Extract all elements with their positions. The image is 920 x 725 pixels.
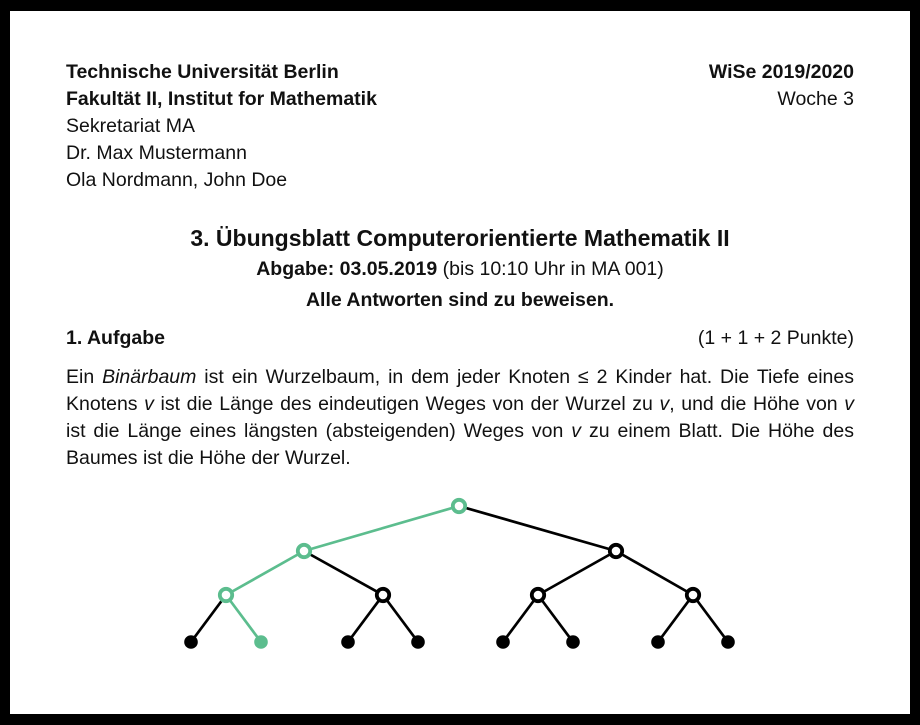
- tree-inner-node: [220, 589, 232, 601]
- text-segment: v: [144, 393, 154, 415]
- document-page: [10, 11, 910, 714]
- due-date-line: [66, 256, 854, 283]
- tree-edge: [191, 595, 226, 642]
- tree-inner-node: [610, 545, 622, 557]
- header-left-block: [66, 59, 377, 194]
- exercise-heading-row: [66, 325, 854, 352]
- tree-leaf-node: [566, 635, 580, 649]
- week-label: Woche 3: [777, 88, 854, 110]
- text-segment: ist die Länge des eindeutigen Weges von der Wurzel zu: [153, 393, 660, 415]
- tree-edge: [538, 551, 616, 595]
- faculty-name: Fakultät II, Institut for Mathematik: [66, 88, 377, 110]
- institution-name: Technische Universität Berlin: [66, 61, 339, 83]
- text-segment: zu einem Blatt. Die Höhe des Baumes ist die Höhe der Wurzel.: [66, 420, 854, 469]
- header-right-block: [709, 59, 854, 194]
- text-segment: ist die Länge eines längsten (absteigenden) Weges von: [66, 420, 572, 442]
- text-segment: v: [571, 420, 582, 442]
- tree-edge: [226, 551, 304, 595]
- tree-edge: [538, 595, 573, 642]
- text-segment: v: [659, 393, 670, 415]
- tree-edge: [348, 595, 383, 642]
- tree-edge: [459, 506, 616, 551]
- tree-edge: [503, 595, 538, 642]
- tree-inner-node: [298, 545, 310, 557]
- tree-inner-node: [532, 589, 544, 601]
- text-segment: ist ein Wurzelbaum, in dem jeder Knoten ≤ 2 Kinder hat. Die Tiefe eines Knotens: [66, 366, 854, 415]
- tree-leaf-node: [184, 635, 198, 649]
- exercise-label: 1. Aufgabe: [66, 327, 165, 349]
- tree-leaf-node: [254, 635, 268, 649]
- secretariat-line: Sekretariat MA: [66, 115, 195, 137]
- exercise-points: (1 + 1 + 2 Punkte): [697, 327, 854, 349]
- tree-inner-node: [377, 589, 389, 601]
- tree-inner-node: [687, 589, 699, 601]
- tree-leaf-node: [496, 635, 510, 649]
- document-header: [66, 59, 854, 194]
- tree-leaf-node: [341, 635, 355, 649]
- binary-tree-diagram: [150, 471, 770, 671]
- text-segment: Ein: [66, 366, 103, 388]
- text-segment: , und die Höhe von: [669, 393, 845, 415]
- semester-label: WiSe 2019/2020: [708, 61, 854, 83]
- tree-edge: [304, 551, 383, 595]
- tree-leaf-node: [411, 635, 425, 649]
- tree-edge: [658, 595, 693, 642]
- text-segment: v: [844, 393, 854, 415]
- tree-edge: [383, 595, 418, 642]
- text-segment: (bis 10:10 Uhr in MA 001): [437, 258, 664, 280]
- tree-leaf-node: [721, 635, 735, 649]
- proof-note: Alle Antworten sind zu beweisen.: [305, 289, 615, 311]
- tree-edge: [226, 595, 261, 642]
- tree-edge: [304, 506, 459, 551]
- assistants-line: Ola Nordmann, John Doe: [66, 169, 288, 191]
- lecturer-name: Dr. Max Mustermann: [66, 142, 247, 164]
- exercise-body-text: [66, 364, 854, 472]
- tree-inner-node: [453, 500, 465, 512]
- tree-edge: [616, 551, 693, 595]
- sheet-title: 3. Übungsblatt Computerorientierte Mathematik II: [190, 225, 730, 251]
- text-segment: Binärbaum: [102, 366, 197, 388]
- text-segment: Abgabe: 03.05.2019: [256, 258, 438, 280]
- document-content: [10, 11, 910, 472]
- tree-leaf-node: [651, 635, 665, 649]
- tree-edge: [693, 595, 728, 642]
